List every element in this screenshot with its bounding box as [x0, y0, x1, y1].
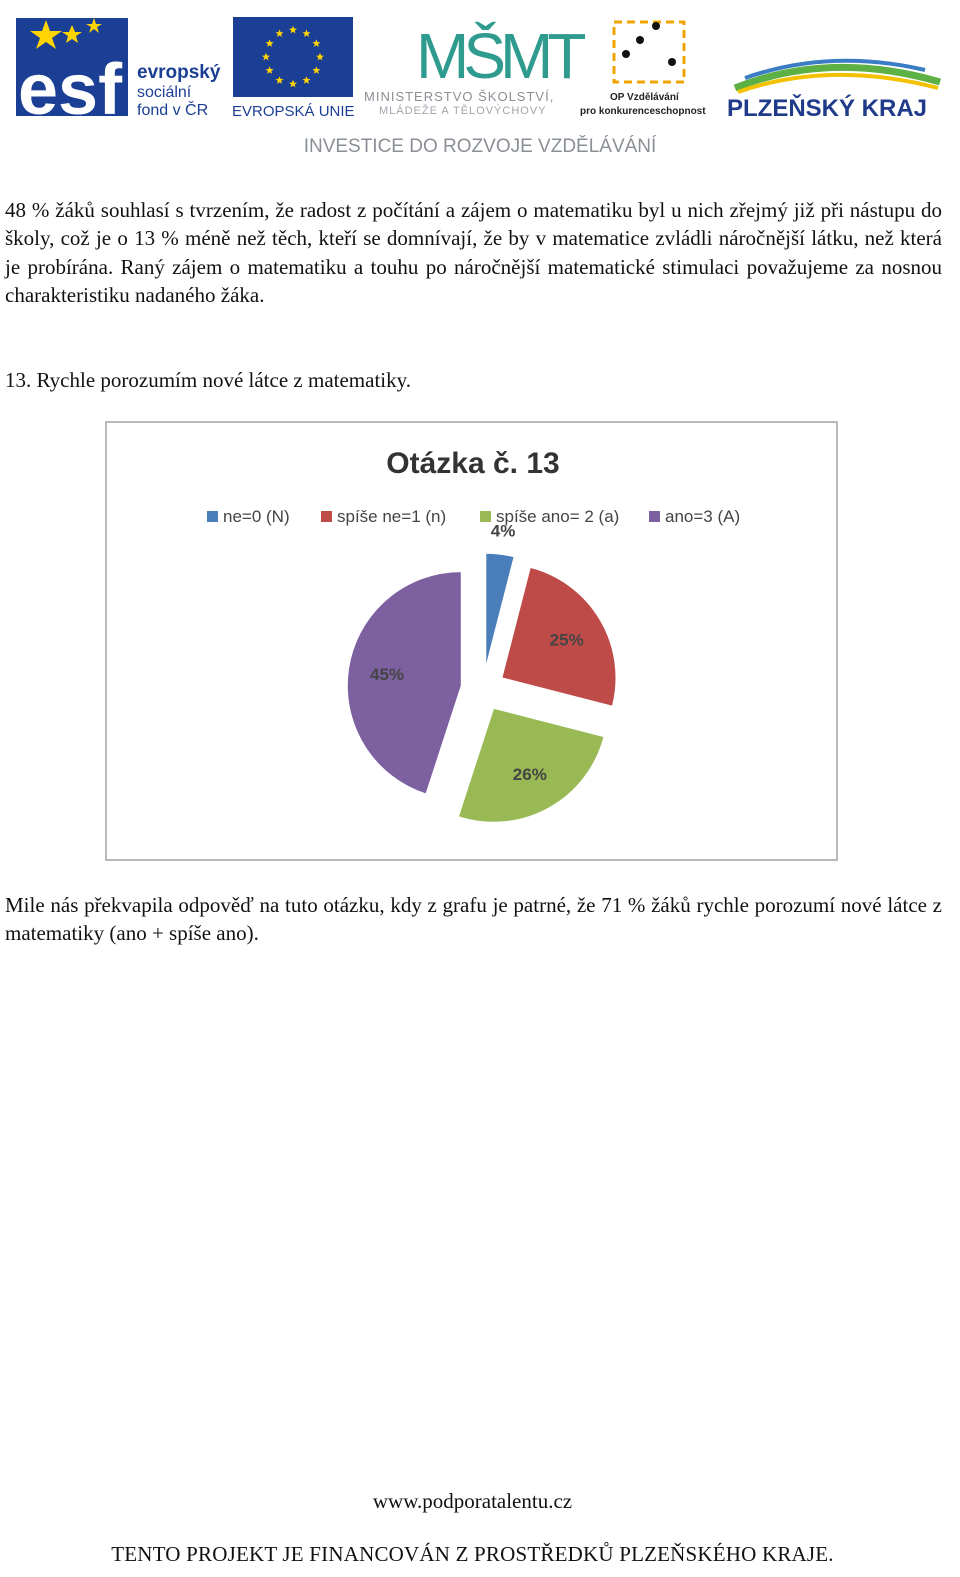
op-dot [622, 50, 630, 58]
paragraph-2: Mile nás překvapila odpověď na tuto otázku, kdy z grafu je patrné, že 71 % žáků rychle porozumí nové látce z matematiky (ano + spíše ano). [5, 893, 942, 946]
pie-chart-svg [107, 423, 836, 859]
op-dot [668, 58, 676, 66]
kraj-label: PLZEŇSKÝ KRAJ [727, 95, 928, 122]
legend-item: spíše ano= 2 (a) [496, 507, 620, 526]
legend-swatch [321, 511, 332, 522]
pie-chart [105, 421, 838, 861]
tagline: INVESTICE DO ROZVOJE VZDĚLÁVÁNÍ [303, 136, 657, 157]
question-13: 13. Rychle porozumím nové látce z matematiky. [5, 368, 412, 392]
chart-legend [207, 507, 740, 526]
esf-line3: fond v ČR [137, 102, 209, 119]
esf-line1: evropský [137, 62, 221, 83]
op-line2: pro konkurenceschopnost [580, 106, 706, 117]
msmt-mark: MŠMT [416, 20, 581, 92]
legend-item: ne=0 (N) [223, 507, 290, 526]
legend-swatch [480, 511, 491, 522]
logo-strip [0, 0, 960, 165]
paragraph-1: 48 % žáků souhlasí s tvrzením, že radost z počítání a zájem o matematiku byl u nich zřejmý již při nástupu do školy, což je o 13 % méně než těch, kteří se domnívají, že by v matematice zvládli náročnější látku, než která je probírána. Raný zájem o matematiku a touhu po náročnější matematické stimulaci považujeme za nosnou charakteristiku nadaného žáka. [5, 198, 942, 307]
slice-label: 4% [490, 521, 516, 541]
footer-url: www.podporatalentu.cz [372, 1489, 573, 1513]
msmt-logo [364, 20, 585, 117]
op-logo [580, 22, 706, 117]
eu-logo [232, 17, 355, 120]
legend-item: ano=3 (A) [665, 507, 741, 526]
plzensky-kraj-logo [727, 61, 940, 122]
esf-logo [16, 18, 221, 130]
op-dot [636, 36, 644, 44]
esf-mark: esf [18, 50, 123, 130]
slice-label: 26% [512, 765, 547, 785]
legend-swatch [649, 511, 660, 522]
op-dot [652, 22, 660, 30]
op-line1: OP Vzdělávání [610, 92, 679, 103]
msmt-line2: MLÁDEŽE A TĚLOVÝCHOVY [379, 105, 547, 117]
msmt-line1: MINISTERSTVO ŠKOLSTVÍ, [364, 89, 555, 104]
chart-slices [347, 553, 616, 822]
slice-label: 45% [369, 664, 405, 684]
legend-item: spíše ne=1 (n) [337, 507, 447, 526]
logo-band [0, 0, 960, 165]
eu-label: EVROPSKÁ UNIE [232, 103, 355, 120]
slice-label: 25% [549, 630, 584, 650]
pie-slice [347, 572, 461, 794]
footer-note: TENTO PROJEKT JE FINANCOVÁN Z PROSTŘEDKŮ PLZEŇSKÉHO KRAJE. [111, 1542, 834, 1566]
chart-title: Otázka č. 13 [386, 447, 560, 480]
legend-swatch [207, 511, 218, 522]
esf-line2: sociální [137, 84, 192, 101]
